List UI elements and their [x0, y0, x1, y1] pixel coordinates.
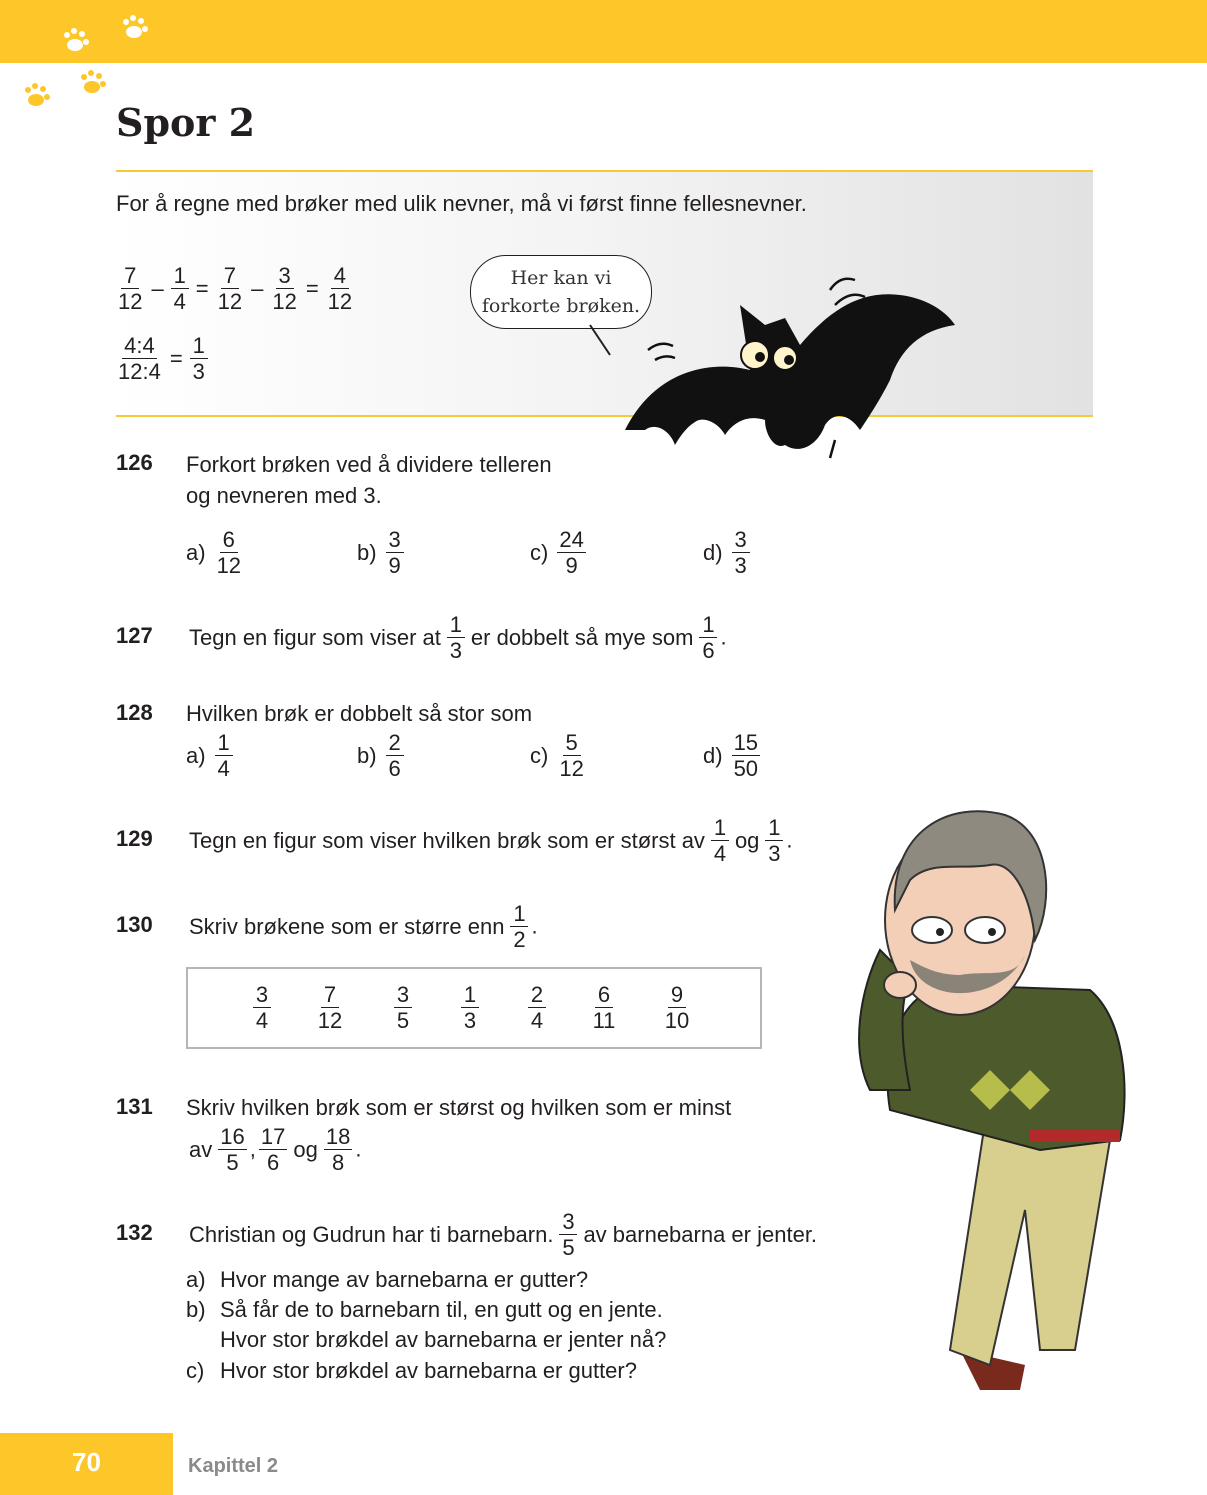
fraction — [394, 982, 412, 1033]
box-fraction — [663, 982, 691, 1033]
bat-illustration — [560, 250, 980, 470]
denominator: 4 — [255, 1008, 269, 1033]
question-text: Hvor mange av barnebarna er gutter? — [220, 1267, 589, 1292]
task-text: Tegn en figur som viser at — [189, 624, 441, 650]
question-label: c) — [186, 1358, 205, 1383]
numerator: 1 — [765, 815, 783, 841]
denominator: 12 — [327, 289, 353, 314]
fraction — [557, 527, 585, 578]
task-text: . — [355, 1136, 362, 1162]
fraction — [386, 527, 404, 578]
fraction — [270, 263, 298, 314]
task-text: Skriv hvilken brøk som er størst og hvilken som er minst — [186, 1095, 732, 1120]
item-label: b) — [357, 539, 377, 565]
numerator: 6 — [220, 527, 238, 553]
fraction — [190, 333, 208, 384]
numerator: 3 — [732, 527, 750, 553]
denominator: 50 — [733, 756, 759, 781]
fraction — [253, 982, 271, 1033]
fraction — [663, 982, 691, 1033]
task-item — [703, 527, 753, 578]
task-130-text — [186, 901, 538, 952]
numerator: 3 — [276, 263, 294, 289]
denominator: 12 — [216, 553, 242, 578]
denominator: 8 — [331, 1150, 345, 1175]
fraction — [316, 982, 344, 1033]
box-fraction — [523, 982, 551, 1033]
numerator: 17 — [260, 1124, 286, 1149]
numerator: 3 — [394, 982, 412, 1008]
task-127-text — [186, 612, 727, 663]
denominator: 4 — [530, 1008, 544, 1033]
question-text: Så får de to barnebarn til, en gutt og en jente. — [220, 1297, 663, 1322]
fraction — [324, 1124, 352, 1175]
task-number: 128 — [116, 700, 153, 725]
task-item — [186, 730, 236, 781]
task-text: Tegn en figur som viser hvilken brøk som er størst av — [189, 827, 705, 853]
header-bar — [0, 0, 1207, 63]
numerator: 2 — [386, 730, 404, 756]
denominator: 12:4 — [118, 359, 161, 384]
fraction — [732, 730, 760, 781]
box-fraction — [456, 982, 484, 1033]
numerator: 4 — [331, 263, 349, 289]
fraction — [765, 815, 783, 866]
task-item — [357, 730, 407, 781]
item-label: a) — [186, 742, 206, 768]
denominator: 3 — [768, 841, 781, 866]
denominator: 6 — [388, 756, 401, 781]
operator: – — [251, 275, 264, 301]
item-label: c) — [530, 539, 549, 565]
denominator: 3 — [463, 1008, 477, 1033]
fraction — [557, 730, 585, 781]
fraction — [171, 263, 189, 314]
fraction — [116, 333, 163, 384]
task-text: av — [189, 1136, 213, 1162]
denominator: 5 — [396, 1008, 410, 1033]
question-text: Hvor stor brøkdel av barnebarna er jenter nå? — [220, 1327, 667, 1352]
task-131-fractions — [186, 1124, 361, 1175]
question-text: Hvor stor brøkdel av barnebarna er gutter? — [220, 1358, 637, 1383]
task-text: . — [531, 913, 538, 939]
fraction — [699, 612, 717, 663]
fraction — [326, 263, 354, 314]
numerator: 1 — [699, 612, 717, 638]
fraction — [259, 1124, 287, 1175]
numerator: 1 — [190, 333, 208, 359]
denominator: 5 — [226, 1150, 239, 1175]
task-text: , — [249, 1136, 256, 1162]
item-label: d) — [703, 742, 723, 768]
operator: – — [151, 275, 164, 301]
task-number: 130 — [116, 912, 153, 937]
denominator: 2 — [513, 927, 526, 952]
numerator: 1 — [215, 730, 233, 756]
numerator: 16 — [220, 1124, 245, 1149]
item-label: a) — [186, 539, 206, 565]
task-item — [357, 527, 407, 578]
fraction — [447, 612, 465, 663]
item-label: d) — [703, 539, 723, 565]
numerator: 5 — [563, 730, 581, 756]
fraction — [711, 815, 729, 866]
bubble-line: Her kan vi — [510, 267, 612, 289]
bubble-line: forkorte brøken. — [481, 295, 641, 317]
page-number: 70 — [0, 1433, 173, 1495]
item-label: c) — [530, 742, 549, 768]
denominator: 3 — [449, 638, 463, 663]
fraction — [732, 527, 750, 578]
box-fraction — [590, 982, 618, 1033]
numerator: 2 — [528, 982, 546, 1008]
denominator: 9 — [565, 553, 578, 578]
task-text: . — [720, 624, 727, 650]
task-129-text — [186, 815, 793, 866]
numerator: 7 — [321, 982, 339, 1008]
denominator: 6 — [266, 1150, 280, 1175]
box-fraction — [389, 982, 417, 1033]
fraction — [116, 263, 144, 314]
example-equation-1 — [113, 263, 357, 314]
task-item — [186, 527, 246, 578]
fraction — [386, 730, 404, 781]
fraction — [216, 263, 244, 314]
task-text: og — [734, 827, 760, 853]
task-text: og nevneren med 3. — [186, 483, 382, 508]
numerator: 7 — [221, 263, 239, 289]
fraction — [510, 901, 528, 952]
chapter-label: Kapittel 2 — [188, 1455, 279, 1477]
denominator: 10 — [664, 1008, 690, 1033]
task-132-text — [186, 1209, 820, 1260]
task-item — [530, 527, 589, 578]
operator: = — [195, 275, 209, 301]
task-number: 131 — [116, 1094, 153, 1119]
task-number: 129 — [116, 826, 153, 851]
denominator: 4 — [173, 289, 186, 314]
example-intro: For å regne med brøker med ulik nevner, må vi først finne fellesnevner. — [116, 191, 807, 216]
fraction — [218, 1124, 246, 1175]
task-text: av barnebarna er jenter. — [583, 1221, 818, 1247]
numerator: 3 — [386, 527, 404, 553]
numerator: 1 — [171, 263, 189, 289]
box-fraction — [316, 982, 344, 1033]
task-number: 126 — [116, 450, 153, 475]
task-text: Skriv brøkene som er større enn — [189, 913, 505, 939]
task-text: og — [293, 1136, 318, 1162]
numerator: 15 — [733, 730, 759, 755]
fraction — [591, 982, 618, 1033]
numerator: 1 — [447, 612, 465, 638]
question-label: a) — [186, 1267, 206, 1292]
page-title: Spor 2 — [116, 100, 256, 145]
numerator: 7 — [121, 263, 139, 289]
item-label: b) — [357, 742, 377, 768]
numerator: 18 — [325, 1124, 351, 1149]
fraction — [215, 527, 243, 578]
fraction — [559, 1209, 577, 1260]
numerator: 1 — [711, 815, 729, 841]
denominator: 9 — [388, 553, 401, 578]
task-text: Christian og Gudrun har ti barnebarn. — [189, 1221, 554, 1247]
task-text: er dobbelt så mye som — [470, 624, 694, 650]
denominator: 12 — [118, 289, 143, 314]
fraction — [528, 982, 546, 1033]
operator: = — [169, 345, 183, 371]
numerator: 1 — [510, 901, 528, 927]
fraction — [215, 730, 233, 781]
fraction — [461, 982, 479, 1033]
denominator: 6 — [702, 638, 715, 663]
question-label: b) — [186, 1297, 206, 1322]
example-equation-2 — [113, 333, 211, 384]
task-item — [703, 730, 763, 781]
task-text: Forkort brøken ved å dividere telleren — [186, 452, 552, 477]
numerator: 24 — [559, 527, 584, 552]
denominator: 4 — [217, 756, 230, 781]
denominator: 4 — [713, 841, 727, 866]
numerator: 6 — [595, 982, 613, 1008]
task-item — [530, 730, 589, 781]
task-text: . — [786, 827, 793, 853]
denominator: 5 — [562, 1235, 575, 1260]
denominator: 12 — [272, 289, 297, 314]
numerator: 3 — [253, 982, 271, 1008]
denominator: 11 — [592, 1008, 616, 1033]
thinking-man-illustration — [840, 790, 1150, 1405]
denominator: 12 — [317, 1008, 343, 1033]
task-number: 132 — [116, 1220, 153, 1245]
denominator: 3 — [734, 553, 747, 578]
task-text: Hvilken brøk er dobbelt så stor som — [186, 701, 533, 726]
numerator: 4:4 — [124, 333, 155, 358]
box-fraction — [248, 982, 276, 1033]
task-number: 127 — [116, 623, 153, 648]
operator: = — [305, 275, 319, 301]
numerator: 9 — [668, 982, 686, 1008]
numerator: 1 — [461, 982, 479, 1008]
paw-prints-icon — [0, 0, 170, 115]
denominator: 12 — [559, 756, 584, 781]
denominator: 3 — [192, 359, 205, 384]
numerator: 3 — [559, 1209, 577, 1235]
denominator: 12 — [217, 289, 243, 314]
